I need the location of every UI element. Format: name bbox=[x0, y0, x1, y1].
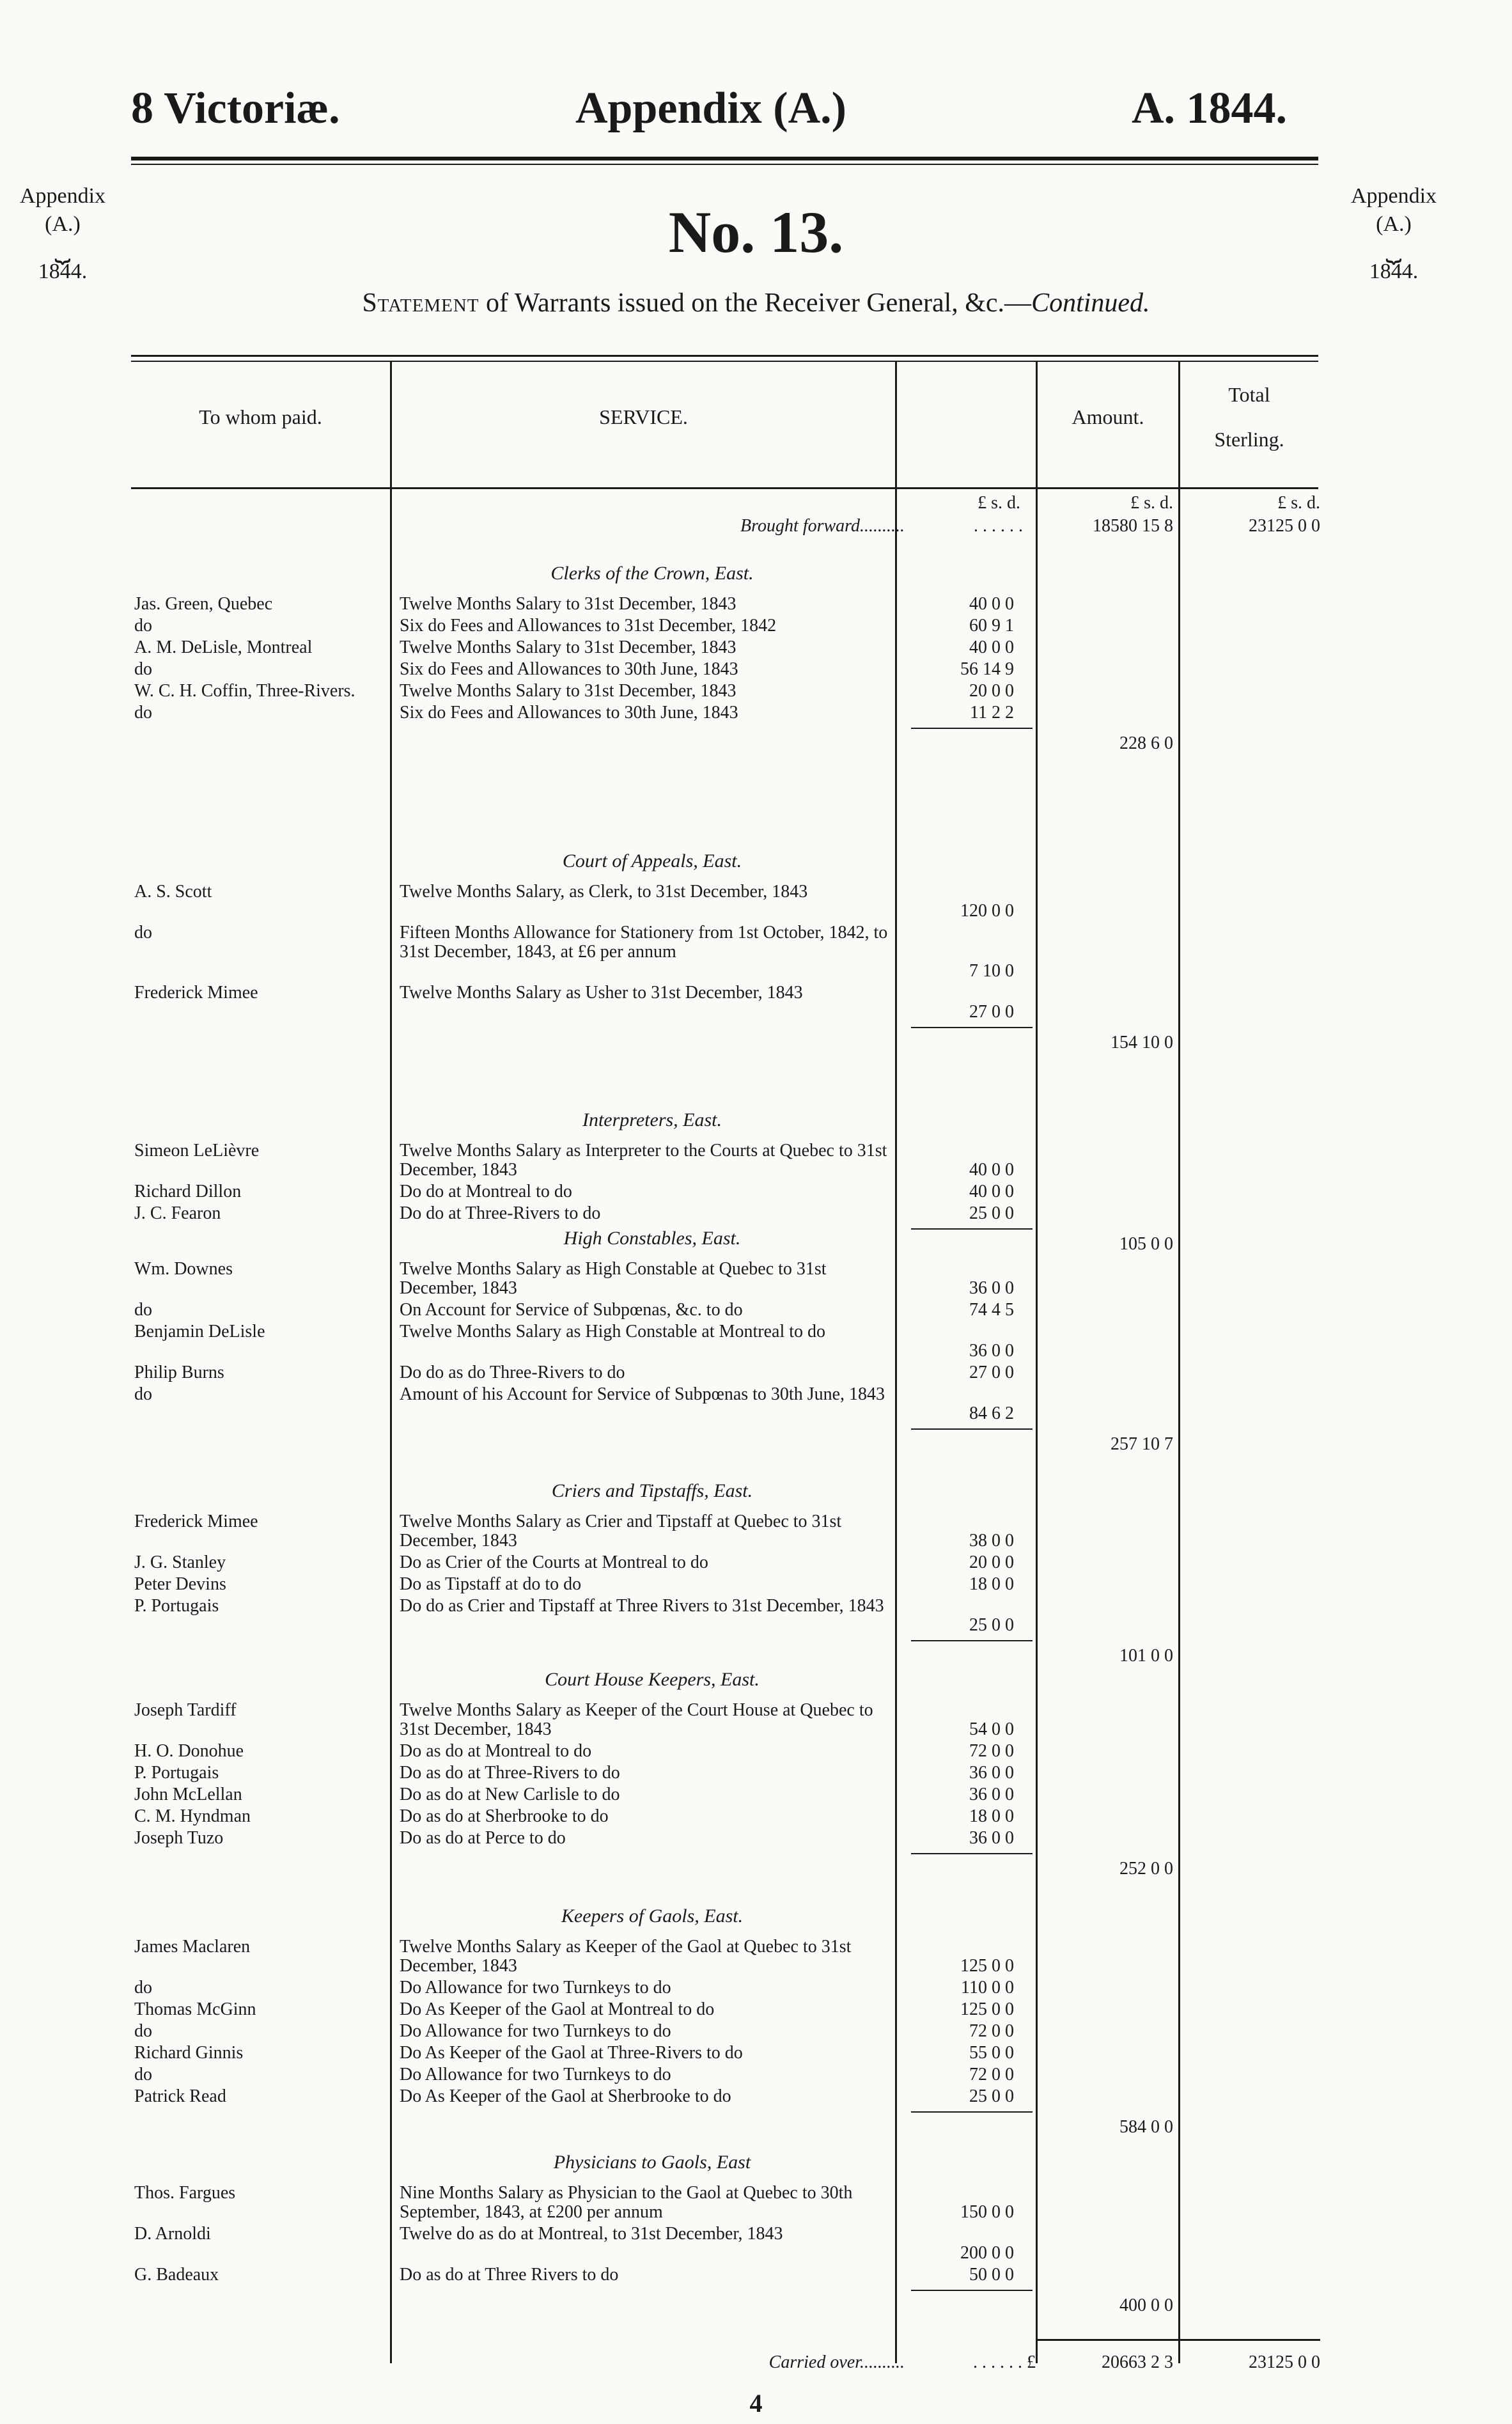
margin-year: 1844. bbox=[1369, 260, 1419, 283]
service-description: Do Allowance for two Turnkeys to do bbox=[400, 2065, 671, 2084]
item-value: 36 0 0 bbox=[969, 1785, 1014, 1804]
brought-forward-mid: . . . . . . bbox=[974, 516, 1023, 536]
item-value: 18 0 0 bbox=[969, 1806, 1014, 1826]
section-title: High Constables, East. bbox=[563, 1228, 741, 1249]
header-rule-thin bbox=[131, 164, 1318, 165]
item-value: 40 0 0 bbox=[969, 594, 1014, 614]
payee-name: Joseph Tuzo bbox=[134, 1828, 224, 1848]
section-subtotal: 400 0 0 bbox=[1119, 2295, 1173, 2315]
carried-over-amount: 20663 2 3 bbox=[1102, 2352, 1173, 2372]
item-value: 11 2 2 bbox=[970, 703, 1014, 723]
payee-name: G. Badeaux bbox=[134, 2265, 219, 2285]
col-header-total: Total bbox=[1228, 383, 1270, 406]
col-header-sterling: Sterling. bbox=[1214, 428, 1284, 451]
payee-name: do bbox=[134, 1300, 152, 1320]
service-description: Fifteen Months Allowance for Stationery from 1st October, 1842, to 31st December, 1843, at £6 per annum bbox=[400, 923, 888, 962]
item-value: 38 0 0 bbox=[969, 1531, 1014, 1551]
item-value: 36 0 0 bbox=[969, 1828, 1014, 1848]
service-description: Twelve Months Salary as Keeper of the Gaol at Quebec to 31st December, 1843 bbox=[400, 1937, 852, 1976]
section-subtotal: 101 0 0 bbox=[1119, 1646, 1173, 1666]
item-value: 72 0 0 bbox=[969, 2065, 1014, 2084]
item-value: 27 0 0 bbox=[969, 1363, 1014, 1382]
payee-name: Thomas McGinn bbox=[134, 1999, 256, 2019]
item-value: 36 0 0 bbox=[969, 1341, 1014, 1361]
col-header-service: SERVICE. bbox=[599, 405, 688, 428]
subtotal-rule bbox=[911, 1228, 1033, 1230]
service-description: Twelve Months Salary to 31st December, 1843 bbox=[400, 681, 737, 701]
brought-forward-label: Brought forward.......... bbox=[740, 516, 905, 536]
item-value: 25 0 0 bbox=[969, 2086, 1014, 2106]
subtotal-rule bbox=[911, 1428, 1033, 1430]
header-left: 8 Victoriæ. bbox=[131, 84, 340, 133]
table-top-rule bbox=[131, 355, 1318, 357]
item-value: 25 0 0 bbox=[969, 1203, 1014, 1223]
column-divider bbox=[1178, 362, 1180, 2363]
column-divider bbox=[390, 362, 392, 2363]
payee-name: P. Portugais bbox=[134, 1763, 219, 1783]
section-title: Keepers of Gaols, East. bbox=[561, 1905, 744, 1927]
item-value: 20 0 0 bbox=[969, 681, 1014, 701]
subtotal-rule bbox=[911, 2111, 1033, 2113]
payee-name: C. M. Hyndman bbox=[134, 1806, 251, 1826]
service-description: Do as do at Three Rivers to do bbox=[400, 2265, 619, 2285]
payee-name: Thos. Fargues bbox=[134, 2183, 236, 2203]
item-value: 56 14 9 bbox=[960, 659, 1014, 679]
service-description: Twelve do as do at Montreal, to 31st December, 1843 bbox=[400, 2224, 783, 2244]
payee-name: Joseph Tardiff bbox=[134, 1700, 237, 1720]
service-description: Do as do at Sherbrooke to do bbox=[400, 1806, 609, 1826]
service-description: Do as Tipstaff at do to do bbox=[400, 1574, 582, 1594]
header-center: Appendix (A.) bbox=[575, 84, 846, 133]
payee-name: do bbox=[134, 703, 152, 723]
service-description: Six do Fees and Allowances to 30th June, 1843 bbox=[400, 703, 738, 723]
document-title: No. 13. bbox=[668, 199, 844, 265]
subtotal-rule bbox=[911, 728, 1033, 729]
margin-a: (A.) bbox=[45, 212, 81, 236]
item-value: 54 0 0 bbox=[969, 1719, 1014, 1739]
subtotal-rule bbox=[911, 2290, 1033, 2291]
document-subtitle bbox=[0, 288, 1512, 318]
payee-name: P. Portugais bbox=[134, 1596, 219, 1616]
payee-name: W. C. H. Coffin, Three-Rivers. bbox=[134, 681, 355, 701]
item-value: 40 0 0 bbox=[969, 1182, 1014, 1201]
service-description: Twelve Months Salary as High Constable at Quebec to 31st December, 1843 bbox=[400, 1259, 827, 1298]
item-value: 7 10 0 bbox=[969, 961, 1014, 981]
section-title: Interpreters, East. bbox=[582, 1109, 722, 1130]
brace-icon: ⏟ bbox=[54, 233, 71, 263]
payee-name: Richard Dillon bbox=[134, 1182, 242, 1201]
item-value: 74 4 5 bbox=[969, 1300, 1014, 1320]
carried-over-text: Carried over bbox=[768, 2352, 860, 2372]
currency-heading: £ s. d. bbox=[1277, 493, 1320, 513]
item-value: 200 0 0 bbox=[960, 2243, 1014, 2263]
currency-heading: £ s. d. bbox=[978, 493, 1020, 513]
service-description: Do do as Crier and Tipstaff at Three Rivers to 31st December, 1843 bbox=[400, 1596, 884, 1616]
payee-name: Frederick Mimee bbox=[134, 983, 258, 1003]
payee-name: H. O. Donohue bbox=[134, 1741, 244, 1761]
item-value: 18 0 0 bbox=[969, 1574, 1014, 1594]
subtitle-main: of Warrants issued on the Receiver General, &c.— bbox=[486, 288, 1032, 318]
payee-name: Frederick Mimee bbox=[134, 1512, 258, 1531]
service-description: On Account for Service of Subpœnas, &c. to do bbox=[400, 1300, 743, 1320]
item-value: 55 0 0 bbox=[969, 2043, 1014, 2063]
item-value: 36 0 0 bbox=[969, 1763, 1014, 1783]
item-value: 84 6 2 bbox=[969, 1404, 1014, 1423]
item-value: 25 0 0 bbox=[969, 1615, 1014, 1635]
subtotal-rule bbox=[911, 1027, 1033, 1028]
service-description: Twelve Months Salary as Crier and Tipstaff at Quebec to 31st December, 1843 bbox=[400, 1512, 842, 1551]
service-description: Twelve Months Salary as Interpreter to the Courts at Quebec to 31st December, 1843 bbox=[400, 1141, 887, 1180]
section-subtotal: 105 0 0 bbox=[1119, 1234, 1173, 1254]
service-description: Six do Fees and Allowances to 30th June, 1843 bbox=[400, 659, 738, 679]
subtotal-rule bbox=[911, 1853, 1033, 1854]
section-title: Clerks of the Crown, East. bbox=[550, 563, 754, 584]
payee-name: J. C. Fearon bbox=[134, 1203, 221, 1223]
payee-name: A. S. Scott bbox=[134, 882, 212, 902]
payee-name: do bbox=[134, 923, 152, 942]
service-description: Do as do at New Carlisle to do bbox=[400, 1785, 620, 1804]
payee-name: Peter Devins bbox=[134, 1574, 226, 1594]
service-description: Do Allowance for two Turnkeys to do bbox=[400, 2021, 671, 2041]
table-header-rule bbox=[131, 487, 1318, 489]
item-value: 150 0 0 bbox=[960, 2202, 1014, 2222]
service-description: Do as Crier of the Courts at Montreal to do bbox=[400, 1552, 708, 1572]
service-description: Do Allowance for two Turnkeys to do bbox=[400, 1978, 671, 1998]
brought-forward-amount: 18580 15 8 bbox=[1093, 516, 1173, 536]
service-description: Twelve Months Salary to 31st December, 1843 bbox=[400, 594, 737, 614]
service-description: Nine Months Salary as Physician to the Gaol at Quebec to 30th September, 1843, at £200 per annum bbox=[400, 2183, 853, 2222]
margin-appendix: Appendix bbox=[19, 184, 106, 208]
item-value: 72 0 0 bbox=[969, 1741, 1014, 1761]
item-value: 110 0 0 bbox=[961, 1978, 1014, 1998]
item-value: 120 0 0 bbox=[960, 901, 1014, 921]
payee-name: John McLellan bbox=[134, 1785, 242, 1804]
payee-name: J. G. Stanley bbox=[134, 1552, 226, 1572]
section-subtotal: 252 0 0 bbox=[1119, 1859, 1173, 1879]
carried-over-total: 23125 0 0 bbox=[1249, 2352, 1320, 2372]
service-description: Do as do at Montreal to do bbox=[400, 1741, 592, 1761]
margin-a: (A.) bbox=[1376, 212, 1412, 236]
payee-name: Simeon LeLièvre bbox=[134, 1141, 260, 1161]
subtotal-rule bbox=[911, 1640, 1033, 1641]
header-right: A. 1844. bbox=[1132, 84, 1288, 133]
col-header-amount: Amount. bbox=[1072, 405, 1144, 428]
margin-appendix: Appendix bbox=[1350, 184, 1437, 208]
payee-name: A. M. DeLisle, Montreal bbox=[134, 637, 313, 657]
payee-name: James Maclaren bbox=[134, 1937, 251, 1957]
carried-over-rule bbox=[1036, 2339, 1320, 2341]
section-title: Court of Appeals, East. bbox=[562, 850, 742, 872]
payee-name: do bbox=[134, 1384, 152, 1404]
service-description: Do As Keeper of the Gaol at Sherbrooke to do bbox=[400, 2086, 731, 2106]
brace-icon: ⏟ bbox=[1385, 233, 1402, 263]
service-description: Do do at Montreal to do bbox=[400, 1182, 572, 1201]
service-description: Do do at Three-Rivers to do bbox=[400, 1203, 601, 1223]
item-value: 27 0 0 bbox=[969, 1002, 1014, 1022]
currency-heading: £ s. d. bbox=[1130, 493, 1173, 513]
service-description: Twelve Months Salary to 31st December, 1843 bbox=[400, 637, 737, 657]
item-value: 40 0 0 bbox=[969, 637, 1014, 657]
section-subtotal: 154 10 0 bbox=[1111, 1033, 1173, 1052]
section-title: Criers and Tipstaffs, East. bbox=[551, 1480, 753, 1501]
payee-name: do bbox=[134, 1978, 152, 1998]
payee-name: Wm. Downes bbox=[134, 1259, 233, 1279]
payee-name: Richard Ginnis bbox=[134, 2043, 244, 2063]
section-subtotal: 257 10 7 bbox=[1111, 1434, 1173, 1454]
col-header-to-whom: To whom paid. bbox=[199, 405, 322, 428]
service-description: Twelve Months Salary as Keeper of the Court House at Quebec to 31st December, 1843 bbox=[400, 1700, 873, 1739]
carried-over-mid: . . . . . . £ bbox=[973, 2352, 1036, 2372]
service-description: Do As Keeper of the Gaol at Three-Rivers to do bbox=[400, 2043, 743, 2063]
payee-name: Benjamin DeLisle bbox=[134, 1322, 265, 1341]
item-value: 40 0 0 bbox=[969, 1160, 1014, 1180]
service-description: Amount of his Account for Service of Subpœnas to 30th June, 1843 bbox=[400, 1384, 885, 1404]
service-description: Do do as do Three-Rivers to do bbox=[400, 1363, 625, 1382]
subtitle-continued: Continued. bbox=[1031, 288, 1150, 318]
item-value: 125 0 0 bbox=[960, 1999, 1014, 2019]
item-value: 36 0 0 bbox=[969, 1278, 1014, 1298]
service-description: Twelve Months Salary as Usher to 31st December, 1843 bbox=[400, 983, 803, 1003]
service-description: Twelve Months Salary, as Clerk, to 31st December, 1843 bbox=[400, 882, 808, 902]
table-top-rule-thin bbox=[131, 361, 1318, 362]
payee-name: D. Arnoldi bbox=[134, 2224, 211, 2244]
header-rule bbox=[131, 157, 1318, 160]
carried-over-label: Carried over.......... bbox=[768, 2352, 905, 2372]
item-value: 72 0 0 bbox=[969, 2021, 1014, 2041]
payee-name: Jas. Green, Quebec bbox=[134, 594, 273, 614]
payee-name: do bbox=[134, 616, 152, 636]
brought-forward-total: 23125 0 0 bbox=[1249, 516, 1320, 536]
service-description: Do as do at Perce to do bbox=[400, 1828, 566, 1848]
column-divider bbox=[1036, 362, 1038, 2363]
service-description: Twelve Months Salary as High Constable at Montreal to do bbox=[400, 1322, 826, 1341]
page-number: 4 bbox=[749, 2389, 763, 2418]
section-title: Court House Keepers, East. bbox=[545, 1669, 760, 1690]
payee-name: do bbox=[134, 2021, 152, 2041]
section-subtotal: 228 6 0 bbox=[1119, 733, 1173, 753]
payee-name: do bbox=[134, 659, 152, 679]
section-subtotal: 584 0 0 bbox=[1119, 2117, 1173, 2137]
item-value: 20 0 0 bbox=[969, 1552, 1014, 1572]
item-value: 50 0 0 bbox=[969, 2265, 1014, 2285]
payee-name: Patrick Read bbox=[134, 2086, 226, 2106]
service-description: Do as do at Three-Rivers to do bbox=[400, 1763, 620, 1783]
margin-year: 1844. bbox=[38, 260, 88, 283]
payee-name: do bbox=[134, 2065, 152, 2084]
subtitle-statement: Statement bbox=[362, 288, 479, 318]
brought-forward-text: Brought forward bbox=[740, 516, 860, 536]
item-value: 125 0 0 bbox=[960, 1956, 1014, 1976]
service-description: Six do Fees and Allowances to 31st December, 1842 bbox=[400, 616, 777, 636]
payee-name: Philip Burns bbox=[134, 1363, 224, 1382]
item-value: 60 9 1 bbox=[969, 616, 1014, 636]
service-description: Do As Keeper of the Gaol at Montreal to do bbox=[400, 1999, 715, 2019]
section-title: Physicians to Gaols, East bbox=[553, 2152, 751, 2173]
